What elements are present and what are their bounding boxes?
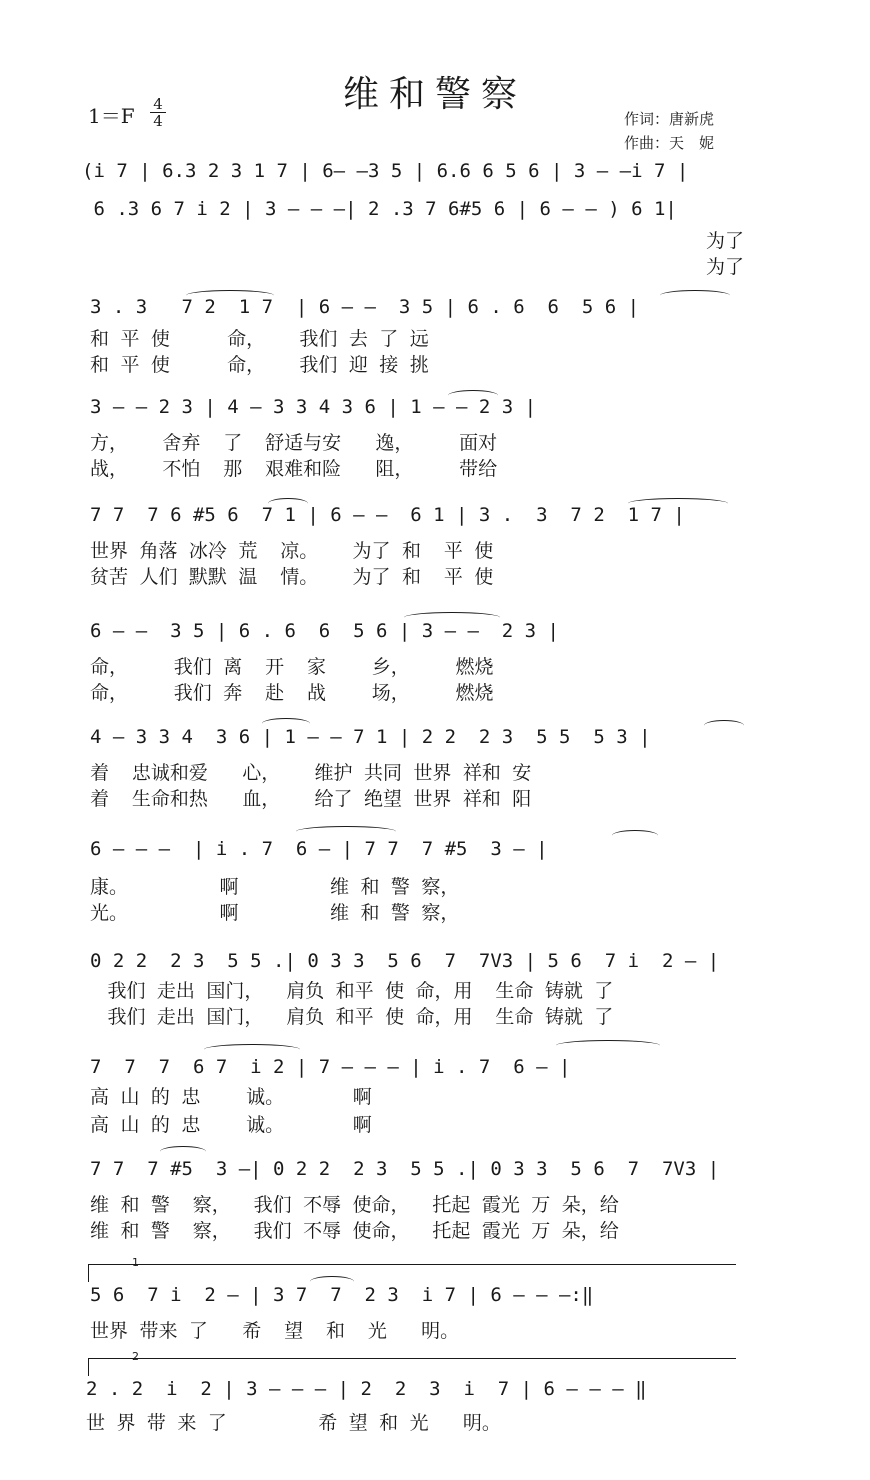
lyric-line: 世界 角落 冰冷 荒 凉。 为了 和 平 使 [90, 540, 494, 562]
notation-row: 6 .3 6 7 i 2 | 3 — — —| 2 .3 7 6#5 6 | 6 — — ) 6 1| [82, 198, 677, 220]
notation-row: 0 2 2 2 3 5 5 .| 0 3 3 5 6 7 7V3 | 5 6 7 i 2 — | [90, 950, 720, 972]
slur-mark [660, 290, 730, 301]
lyric-line: 贫苦 人们 默默 温 情。 为了 和 平 使 [90, 566, 494, 588]
lyric-line: 为了 [706, 230, 745, 252]
volta-bracket-1-hook [88, 1264, 89, 1282]
slur-mark [310, 1276, 354, 1287]
notation-row: 7 7 7 #5 3 —| 0 2 2 2 3 5 5 .| 0 3 3 5 6 7 7V3 | [90, 1158, 720, 1180]
lyric-line: 为了 [706, 256, 745, 278]
lyric-line: 高 山 的 忠 诚。 啊 [90, 1114, 372, 1136]
time-signature [150, 96, 166, 129]
volta-bracket-1 [88, 1264, 736, 1265]
lyric-line: 着 生命和热 血， 给了 绝望 世界 祥和 阳 [90, 788, 532, 810]
lyricist-credit: 作词：唐新虎 [624, 110, 715, 128]
slur-mark [268, 498, 308, 509]
lyric-line: 我们 走出 国门， 肩负 和平 使 命，用 生命 铸就 了 [96, 980, 614, 1002]
notation-row: (i 7 | 6.3 2 3 1 7 | 6— —3 5 | 6.6 6 5 6 | 3 — —i 7 | [82, 160, 689, 182]
lyric-line: 和 平 使 命， 我们 迎 接 挑 [90, 354, 429, 376]
volta-bracket-2 [88, 1358, 736, 1359]
slur-mark [204, 1044, 300, 1055]
notation-row: 2 . 2 i 2 | 3 — — — | 2 2 3 i 7 | 6 — — — ‖ [86, 1378, 647, 1400]
notation-row: 3 — — 2 3 | 4 — 3 3 4 3 6 | 1 — — 2 3 | [90, 396, 537, 418]
time-numerator: 4 [150, 96, 166, 113]
slur-mark [186, 290, 274, 301]
volta-bracket-2-hook [88, 1358, 89, 1376]
lyric-line: 命， 我们 奔 赴 战 场， 燃烧 [90, 682, 494, 704]
lyric-line: 战， 不怕 那 艰难和险 阻， 带给 [90, 458, 498, 480]
time-denominator: 4 [153, 112, 163, 130]
notation-row: 6 — — — | i . 7 6 — | 7 7 7 #5 3 — | [90, 838, 548, 860]
lyric-line: 世 界 带 来 了 希 望 和 光 明。 [86, 1412, 501, 1434]
notation-row: 5 6 7 i 2 — | 3 7 7 2 3 i 7 | 6 — — —:‖ [90, 1284, 594, 1306]
lyric-line: 和 平 使 命， 我们 去 了 远 [90, 328, 429, 350]
notation-row: 7 7 7 6 #5 6 7 1 | 6 — — 6 1 | 3 . 3 7 2 1 7 | [90, 504, 685, 526]
slur-mark [160, 1146, 206, 1157]
song-title: 维和警察 [342, 74, 527, 115]
notation-row: 3 . 3 7 2 1 7 | 6 — — 3 5 | 6 . 6 6 5 6 | [90, 296, 640, 318]
lyric-line: 命， 我们 离 开 家 乡， 燃烧 [90, 656, 494, 678]
volta-number-1: 1 [132, 1256, 139, 1269]
notation-row: 4 — 3 3 4 3 6 | 1 — — 7 1 | 2 2 2 3 5 5 5 3 | [90, 726, 651, 748]
key-signature: 1＝F [88, 104, 135, 128]
lyric-line: 维 和 警 察， 我们 不辱 使命， 托起 霞光 万 朵，给 [90, 1194, 619, 1216]
lyric-line: 维 和 警 察， 我们 不辱 使命， 托起 霞光 万 朵，给 [90, 1220, 619, 1242]
slur-mark [556, 1040, 660, 1051]
slur-mark [612, 830, 658, 841]
slur-mark [262, 718, 310, 729]
lyric-line: 方， 舍弃 了 舒适与安 逸， 面对 [90, 432, 498, 454]
notation-row: 6 — — 3 5 | 6 . 6 6 5 6 | 3 — — 2 3 | [90, 620, 559, 642]
slur-mark [296, 826, 396, 837]
lyric-line: 世界 带来 了 希 望 和 光 明。 [90, 1320, 460, 1342]
slur-mark [404, 612, 500, 623]
lyric-line: 光。 啊 维 和 警 察， [90, 902, 460, 924]
slur-mark [628, 498, 728, 509]
composer-credit: 作曲：天 妮 [624, 134, 715, 152]
lyric-line: 着 忠诚和爱 心， 维护 共同 世界 祥和 安 [90, 762, 532, 784]
slur-mark [704, 720, 744, 731]
volta-number-2: 2 [132, 1350, 139, 1363]
lyric-line: 我们 走出 国门， 肩负 和平 使 命，用 生命 铸就 了 [96, 1006, 614, 1028]
notation-row: 7 7 7 6 7 i 2 | 7 — — — | i . 7 6 — | [90, 1056, 571, 1078]
slur-mark [448, 390, 498, 401]
lyric-line: 高 山 的 忠 诚。 啊 [90, 1086, 372, 1108]
lyric-line: 康。 啊 维 和 警 察， [90, 876, 460, 898]
